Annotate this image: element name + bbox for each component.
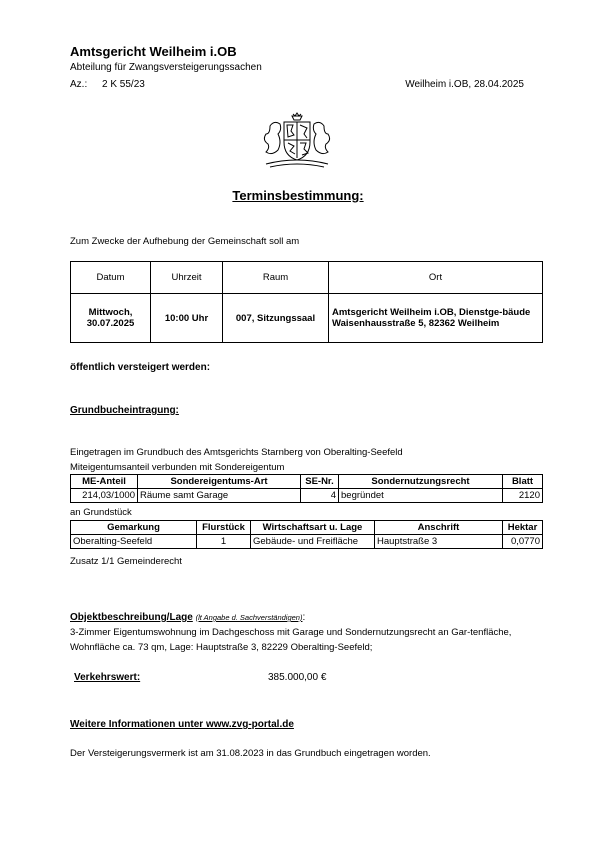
table-row [71,294,543,343]
cell-gemarkung: Oberalting-Seefeld [71,535,197,549]
header-datum: Datum [71,262,151,294]
cell-flurstueck: 1 [197,535,251,549]
intro-text: Zum Zwecke der Aufhebung der Gemeinschaft soll am [70,236,300,247]
cell-wirtschaftsart: Gebäude- und Freifläche [251,535,375,549]
header-hektar: Hektar [503,521,543,535]
coat-of-arms-icon [262,112,332,170]
parcel-table [70,520,543,549]
cell-se-nr: 4 [301,489,339,503]
datum-weekday: Mittwoch, [88,307,133,318]
cell-ort: Amtsgericht Weilheim i.OB, Dienstge-bäude Waisenhausstraße 5, 82362 Weilheim [329,294,543,343]
appointment-table [70,261,543,343]
market-value: 385.000,00 € [268,672,327,683]
case-number-label: Az.: [70,79,88,90]
grundbuch-line-2: Miteigentumsanteil verbunden mit Sondereigentum [70,462,285,473]
object-heading-note: (lt Angabe d. Sachverständigen) [195,613,303,622]
share-table [70,474,543,503]
header-anschrift: Anschrift [375,521,503,535]
cell-blatt: 2120 [503,489,543,503]
grundbuch-heading: Grundbucheintragung: [70,405,179,416]
table-header-row [71,262,543,294]
cell-me-anteil: 214,03/1000 [71,489,138,503]
court-name: Amtsgericht Weilheim i.OB [70,44,237,59]
object-description: 3-Zimmer Eigentumswohnung im Dachgeschoss mit Garage und Sondernutzungsrecht an Gar-tenfläche, Wohnfläche ca. 73 qm, Lage: Hauptstraße 3, 82229 Oberalting-Seefeld; [70,627,512,653]
header-se-nr: SE-Nr. [301,475,339,489]
table-row [71,535,543,549]
header-me-anteil: ME-Anteil [71,475,138,489]
cell-anschrift: Hauptstraße 3 [375,535,503,549]
sold-text: öffentlich versteigert werden: [70,362,211,373]
cell-sondernutzungsrecht: begründet [339,489,503,503]
header-flurstueck: Flurstück [197,521,251,535]
object-heading-colon: : [302,612,306,623]
cell-raum: 007, Sitzungssaal [223,294,329,343]
registration-note: Der Versteigerungsvermerk ist am 31.08.2023 in das Grundbuch eingetragen worden. [70,748,431,759]
header-wirtschaftsart: Wirtschaftsart u. Lage [251,521,375,535]
cell-sondereigentums-art: Räume samt Garage [138,489,301,503]
more-info-link[interactable]: Weitere Informationen unter www.zvg-portal.de [70,719,294,730]
case-number-value: 2 K 55/23 [102,79,145,90]
header-blatt: Blatt [503,475,543,489]
cell-datum [71,294,151,343]
datum-date: 30.07.2025 [86,318,135,329]
cell-hektar: 0,0770 [503,535,543,549]
an-grundstueck-label: an Grundstück [70,507,132,518]
object-heading-title: Objektbeschreibung/Lage [70,612,193,623]
header-uhrzeit: Uhrzeit [151,262,223,294]
header-sondernutzungsrecht: Sondernutzungsrecht [339,475,503,489]
case-number [70,79,145,90]
document-title: Terminsbestimmung: [232,188,364,203]
header-ort: Ort [329,262,543,294]
place-date: Weilheim i.OB, 28.04.2025 [405,79,524,90]
department-name: Abteilung für Zwangsversteigerungssachen [70,62,262,73]
header-gemarkung: Gemarkung [71,521,197,535]
header-raum: Raum [223,262,329,294]
table-header-row [71,521,543,535]
object-heading [70,612,305,623]
grundbuch-line-1: Eingetragen im Grundbuch des Amtsgerichts Starnberg von Oberalting-Seefeld [70,447,403,458]
table-row [71,489,543,503]
table-header-row [71,475,543,489]
zusatz-text: Zusatz 1/1 Gemeinderecht [70,556,182,567]
market-value-label: Verkehrswert: [74,672,141,683]
header-sondereigentums-art: Sondereigentums-Art [138,475,301,489]
cell-uhrzeit: 10:00 Uhr [151,294,223,343]
